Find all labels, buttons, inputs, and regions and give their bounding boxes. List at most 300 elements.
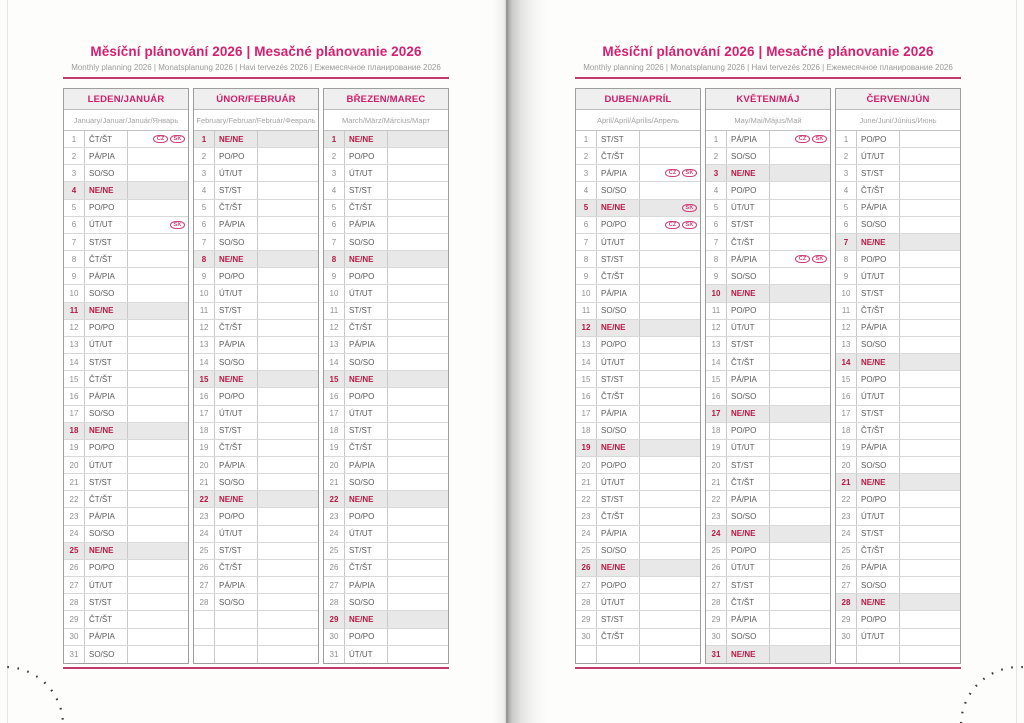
day-name: ÚT/UT <box>345 646 388 663</box>
month-columns <box>575 88 961 664</box>
page-title: Měsíční plánování 2026 | Mesačné plánovanie 2026 <box>90 44 422 59</box>
day-name: ST/ST <box>85 474 128 490</box>
day-name: ST/ST <box>857 165 900 181</box>
day-row <box>64 474 188 491</box>
day-name: ST/ST <box>727 577 770 593</box>
notes-cell <box>770 560 830 576</box>
month-subtitle: February/Februar/Február/Февраль <box>194 110 318 131</box>
day-number: 4 <box>194 182 215 198</box>
day-name: PO/PO <box>857 491 900 507</box>
day-name: ÚT/UT <box>597 354 640 370</box>
notes-cell <box>900 526 960 542</box>
day-row <box>576 165 700 182</box>
day-name: NE/NE <box>215 491 258 507</box>
sk-holiday-badge-icon: SK <box>682 204 697 212</box>
day-number: 15 <box>576 371 597 387</box>
day-row <box>324 526 448 543</box>
day-number: 6 <box>576 217 597 233</box>
day-row <box>64 629 188 646</box>
day-row <box>706 200 830 217</box>
day-row <box>194 526 318 543</box>
notes-cell <box>770 268 830 284</box>
day-number: 29 <box>64 611 85 627</box>
day-name: NE/NE <box>857 354 900 370</box>
day-number: 15 <box>324 371 345 387</box>
notes-cell <box>128 423 188 439</box>
empty-day-row <box>194 629 318 646</box>
notes-cell <box>900 354 960 370</box>
day-name: ST/ST <box>857 285 900 301</box>
day-number: 4 <box>576 182 597 198</box>
day-number <box>194 646 215 663</box>
notes-cell <box>900 646 960 663</box>
month-name: BŘEZEN/MAREC <box>324 89 448 110</box>
day-name: ČT/ŠT <box>215 560 258 576</box>
day-name: PÁ/PIA <box>857 560 900 576</box>
notes-cell <box>770 303 830 319</box>
notes-cell <box>128 165 188 181</box>
day-name: SO/SO <box>215 474 258 490</box>
notes-cell <box>128 594 188 610</box>
day-number: 15 <box>194 371 215 387</box>
day-row <box>836 131 960 148</box>
day-number: 22 <box>324 491 345 507</box>
notes-cell <box>258 131 318 147</box>
holiday-badges <box>795 255 827 263</box>
day-number: 3 <box>64 165 85 181</box>
notes-cell <box>640 440 700 456</box>
month-calendar-march <box>323 88 449 664</box>
day-name: SO/SO <box>215 594 258 610</box>
day-number <box>194 629 215 645</box>
day-row <box>194 131 318 148</box>
day-name: ÚT/UT <box>727 440 770 456</box>
day-name: ST/ST <box>597 251 640 267</box>
day-number: 7 <box>706 234 727 250</box>
day-name: SO/SO <box>727 388 770 404</box>
notes-cell <box>128 268 188 284</box>
notes-cell <box>388 182 448 198</box>
notes-cell <box>640 594 700 610</box>
notes-cell <box>640 474 700 490</box>
notes-cell <box>388 217 448 233</box>
day-name: PÁ/PIA <box>345 577 388 593</box>
notes-cell <box>258 491 318 507</box>
day-number: 13 <box>324 337 345 353</box>
top-divider <box>63 77 449 79</box>
day-row <box>194 577 318 594</box>
day-row <box>194 440 318 457</box>
month-columns <box>63 88 449 664</box>
notes-cell <box>900 440 960 456</box>
day-name: NE/NE <box>345 131 388 147</box>
day-name: NE/NE <box>727 646 770 663</box>
day-name: PÁ/PIA <box>727 131 770 147</box>
notes-cell <box>900 303 960 319</box>
day-row <box>836 577 960 594</box>
day-number: 9 <box>194 268 215 284</box>
day-number: 29 <box>836 611 857 627</box>
notes-cell <box>128 148 188 164</box>
sk-holiday-badge-icon: SK <box>812 135 827 143</box>
day-row <box>324 491 448 508</box>
day-name: SO/SO <box>597 303 640 319</box>
day-number: 6 <box>706 217 727 233</box>
month-subtitle: April/April/Április/Апрель <box>576 110 700 131</box>
day-row <box>64 611 188 628</box>
notes-cell <box>128 406 188 422</box>
day-row <box>706 646 830 663</box>
day-name: ČT/ŠT <box>85 611 128 627</box>
day-name: ST/ST <box>345 182 388 198</box>
day-name <box>857 646 900 663</box>
day-number: 22 <box>706 491 727 507</box>
day-number: 16 <box>194 388 215 404</box>
notes-cell <box>640 200 700 216</box>
notes-cell <box>388 594 448 610</box>
day-name: ST/ST <box>215 182 258 198</box>
day-row <box>576 526 700 543</box>
day-number: 4 <box>324 182 345 198</box>
day-number: 23 <box>706 508 727 524</box>
day-number: 7 <box>194 234 215 250</box>
top-divider <box>575 77 961 79</box>
day-number: 27 <box>64 577 85 593</box>
day-number: 26 <box>576 560 597 576</box>
notes-cell <box>258 646 318 663</box>
notes-cell <box>258 406 318 422</box>
day-number: 22 <box>64 491 85 507</box>
notes-cell <box>770 440 830 456</box>
day-name: NE/NE <box>857 474 900 490</box>
day-number: 13 <box>64 337 85 353</box>
day-row <box>836 440 960 457</box>
notes-cell <box>128 629 188 645</box>
day-name: SO/SO <box>727 629 770 645</box>
day-row <box>64 268 188 285</box>
day-number: 8 <box>64 251 85 267</box>
day-name: SO/SO <box>597 543 640 559</box>
day-name: PÁ/PIA <box>727 611 770 627</box>
notes-cell <box>128 371 188 387</box>
month-subtitle: June/Juni/Június/Июнь <box>836 110 960 131</box>
day-row <box>324 508 448 525</box>
day-row <box>576 285 700 302</box>
day-row <box>324 217 448 234</box>
day-name: ÚT/UT <box>857 388 900 404</box>
day-name: NE/NE <box>85 543 128 559</box>
notes-cell <box>900 388 960 404</box>
day-number: 18 <box>194 423 215 439</box>
day-number: 28 <box>194 594 215 610</box>
day-row <box>706 491 830 508</box>
day-name: SO/SO <box>597 423 640 439</box>
notes-cell <box>258 457 318 473</box>
notes-cell <box>770 320 830 336</box>
day-number: 2 <box>706 148 727 164</box>
day-row <box>64 320 188 337</box>
day-row <box>324 354 448 371</box>
day-number: 14 <box>576 354 597 370</box>
notes-cell <box>388 131 448 147</box>
day-row <box>324 285 448 302</box>
day-row <box>64 543 188 560</box>
notes-cell <box>388 303 448 319</box>
notes-cell <box>388 285 448 301</box>
day-name: PO/PO <box>727 423 770 439</box>
day-number: 30 <box>64 629 85 645</box>
day-name: ÚT/UT <box>215 526 258 542</box>
day-name: SO/SO <box>857 577 900 593</box>
day-name: NE/NE <box>857 594 900 610</box>
day-row <box>576 560 700 577</box>
day-number: 2 <box>194 148 215 164</box>
day-number: 12 <box>324 320 345 336</box>
day-number: 6 <box>194 217 215 233</box>
notes-cell <box>258 182 318 198</box>
day-row <box>194 165 318 182</box>
day-number: 17 <box>64 406 85 422</box>
day-name: PÁ/PIA <box>345 457 388 473</box>
day-row <box>194 406 318 423</box>
day-row <box>706 354 830 371</box>
notes-cell <box>900 491 960 507</box>
month-name: ČERVEN/JÚN <box>836 89 960 110</box>
cz-holiday-badge-icon: CZ <box>153 135 168 143</box>
day-number: 28 <box>576 594 597 610</box>
notes-cell <box>640 543 700 559</box>
notes-cell <box>770 423 830 439</box>
day-number: 16 <box>64 388 85 404</box>
notes-cell <box>128 285 188 301</box>
notes-cell <box>640 611 700 627</box>
day-name: PO/PO <box>727 543 770 559</box>
day-number: 15 <box>836 371 857 387</box>
day-row <box>324 474 448 491</box>
day-name: NE/NE <box>727 165 770 181</box>
day-name: ÚT/UT <box>85 577 128 593</box>
day-name: ST/ST <box>215 423 258 439</box>
notes-cell <box>900 200 960 216</box>
notes-cell <box>258 268 318 284</box>
cz-holiday-badge-icon: CZ <box>665 221 680 229</box>
notes-cell <box>128 337 188 353</box>
month-calendar-january <box>63 88 189 664</box>
day-row <box>706 131 830 148</box>
day-number: 31 <box>706 646 727 663</box>
day-number: 9 <box>576 268 597 284</box>
day-number: 22 <box>194 491 215 507</box>
month-subtitle: March/März/Március/Март <box>324 110 448 131</box>
day-number: 10 <box>836 285 857 301</box>
day-number: 2 <box>576 148 597 164</box>
day-name: ST/ST <box>215 303 258 319</box>
day-number: 23 <box>64 508 85 524</box>
day-row <box>836 508 960 525</box>
notes-cell <box>770 388 830 404</box>
notes-cell <box>900 337 960 353</box>
day-name: PÁ/PIA <box>215 457 258 473</box>
bottom-divider <box>575 667 961 669</box>
day-row <box>576 474 700 491</box>
notes-cell <box>900 594 960 610</box>
day-number: 30 <box>836 629 857 645</box>
day-number <box>576 646 597 663</box>
day-number: 10 <box>706 285 727 301</box>
day-number: 9 <box>706 268 727 284</box>
day-number: 25 <box>64 543 85 559</box>
notes-cell <box>640 491 700 507</box>
day-name: SO/SO <box>85 165 128 181</box>
day-name: ÚT/UT <box>215 165 258 181</box>
notes-cell <box>640 251 700 267</box>
notes-cell <box>770 629 830 645</box>
day-row <box>836 423 960 440</box>
empty-day-row <box>576 646 700 663</box>
notes-cell <box>770 251 830 267</box>
day-number: 26 <box>706 560 727 576</box>
day-name: ČT/ŠT <box>597 148 640 164</box>
day-number: 12 <box>194 320 215 336</box>
notes-cell <box>388 543 448 559</box>
notes-cell <box>388 371 448 387</box>
day-name: SO/SO <box>727 508 770 524</box>
day-row <box>64 388 188 405</box>
day-name: ČT/ŠT <box>215 440 258 456</box>
day-number: 7 <box>836 234 857 250</box>
day-number: 22 <box>576 491 597 507</box>
day-row <box>64 165 188 182</box>
day-name: SO/SO <box>727 268 770 284</box>
day-name: PÁ/PIA <box>597 165 640 181</box>
day-number: 21 <box>836 474 857 490</box>
day-number: 10 <box>324 285 345 301</box>
day-number: 5 <box>706 200 727 216</box>
day-name: PÁ/PIA <box>597 285 640 301</box>
day-number: 5 <box>576 200 597 216</box>
day-name: PO/PO <box>597 577 640 593</box>
day-name: ČT/ŠT <box>857 423 900 439</box>
day-name: NE/NE <box>345 371 388 387</box>
notes-cell <box>258 440 318 456</box>
page-right <box>512 0 1024 723</box>
day-row <box>64 423 188 440</box>
notes-cell <box>640 388 700 404</box>
day-row <box>576 406 700 423</box>
day-number: 24 <box>194 526 215 542</box>
day-row <box>324 440 448 457</box>
notes-cell <box>258 320 318 336</box>
notes-cell <box>388 560 448 576</box>
notes-cell <box>770 543 830 559</box>
notes-cell <box>388 440 448 456</box>
notes-cell <box>258 354 318 370</box>
empty-day-row <box>194 646 318 663</box>
day-row <box>576 594 700 611</box>
notes-cell <box>770 131 830 147</box>
notes-cell <box>640 423 700 439</box>
day-row <box>194 474 318 491</box>
day-row <box>324 543 448 560</box>
day-number: 11 <box>836 303 857 319</box>
day-number: 28 <box>64 594 85 610</box>
day-row <box>836 148 960 165</box>
day-row <box>324 148 448 165</box>
day-name: ČT/ŠT <box>345 440 388 456</box>
day-name: ÚT/UT <box>597 234 640 250</box>
day-name: ČT/ŠT <box>727 354 770 370</box>
notes-cell <box>128 491 188 507</box>
day-row <box>194 285 318 302</box>
day-number: 24 <box>706 526 727 542</box>
day-row <box>576 371 700 388</box>
day-name: ÚT/UT <box>857 148 900 164</box>
day-number: 29 <box>576 611 597 627</box>
day-name: NE/NE <box>345 251 388 267</box>
day-name: SO/SO <box>85 526 128 542</box>
day-name: ST/ST <box>345 303 388 319</box>
notes-cell <box>640 234 700 250</box>
day-name: ČT/ŠT <box>85 251 128 267</box>
day-row <box>64 182 188 199</box>
day-row <box>194 268 318 285</box>
day-number <box>836 646 857 663</box>
notes-cell <box>640 303 700 319</box>
day-number: 17 <box>194 406 215 422</box>
notes-cell <box>640 629 700 645</box>
notes-cell <box>388 148 448 164</box>
sk-holiday-badge-icon: SK <box>682 221 697 229</box>
notes-cell <box>388 268 448 284</box>
day-name: PÁ/PIA <box>215 337 258 353</box>
sk-holiday-badge-icon: SK <box>812 255 827 263</box>
day-name: NE/NE <box>85 303 128 319</box>
day-number: 13 <box>706 337 727 353</box>
notes-cell <box>900 131 960 147</box>
day-number: 8 <box>706 251 727 267</box>
day-name: PÁ/PIA <box>85 629 128 645</box>
day-number: 16 <box>576 388 597 404</box>
day-name: PÁ/PIA <box>727 251 770 267</box>
day-row <box>64 526 188 543</box>
day-number: 6 <box>324 217 345 233</box>
notes-cell <box>258 594 318 610</box>
day-name: PÁ/PIA <box>85 148 128 164</box>
day-name: SO/SO <box>215 354 258 370</box>
day-name: ST/ST <box>857 526 900 542</box>
day-number: 10 <box>64 285 85 301</box>
day-name: PO/PO <box>597 457 640 473</box>
day-name: ST/ST <box>85 354 128 370</box>
day-row <box>324 165 448 182</box>
day-name <box>215 611 258 627</box>
day-row <box>64 406 188 423</box>
page-subtitle: Monthly planning 2026 | Monatsplanung 2026 | Havi tervezés 2026 | Ежемесячное планирование 2026 <box>583 63 953 72</box>
day-name: ÚT/UT <box>345 526 388 542</box>
day-name: SO/SO <box>857 217 900 233</box>
day-row <box>576 388 700 405</box>
day-number: 3 <box>194 165 215 181</box>
notes-cell <box>258 474 318 490</box>
day-row <box>64 354 188 371</box>
day-row <box>194 371 318 388</box>
day-name: ČT/ŠT <box>85 371 128 387</box>
day-number: 21 <box>64 474 85 490</box>
day-row <box>64 217 188 234</box>
day-number: 26 <box>64 560 85 576</box>
day-number: 9 <box>64 268 85 284</box>
day-row <box>706 543 830 560</box>
